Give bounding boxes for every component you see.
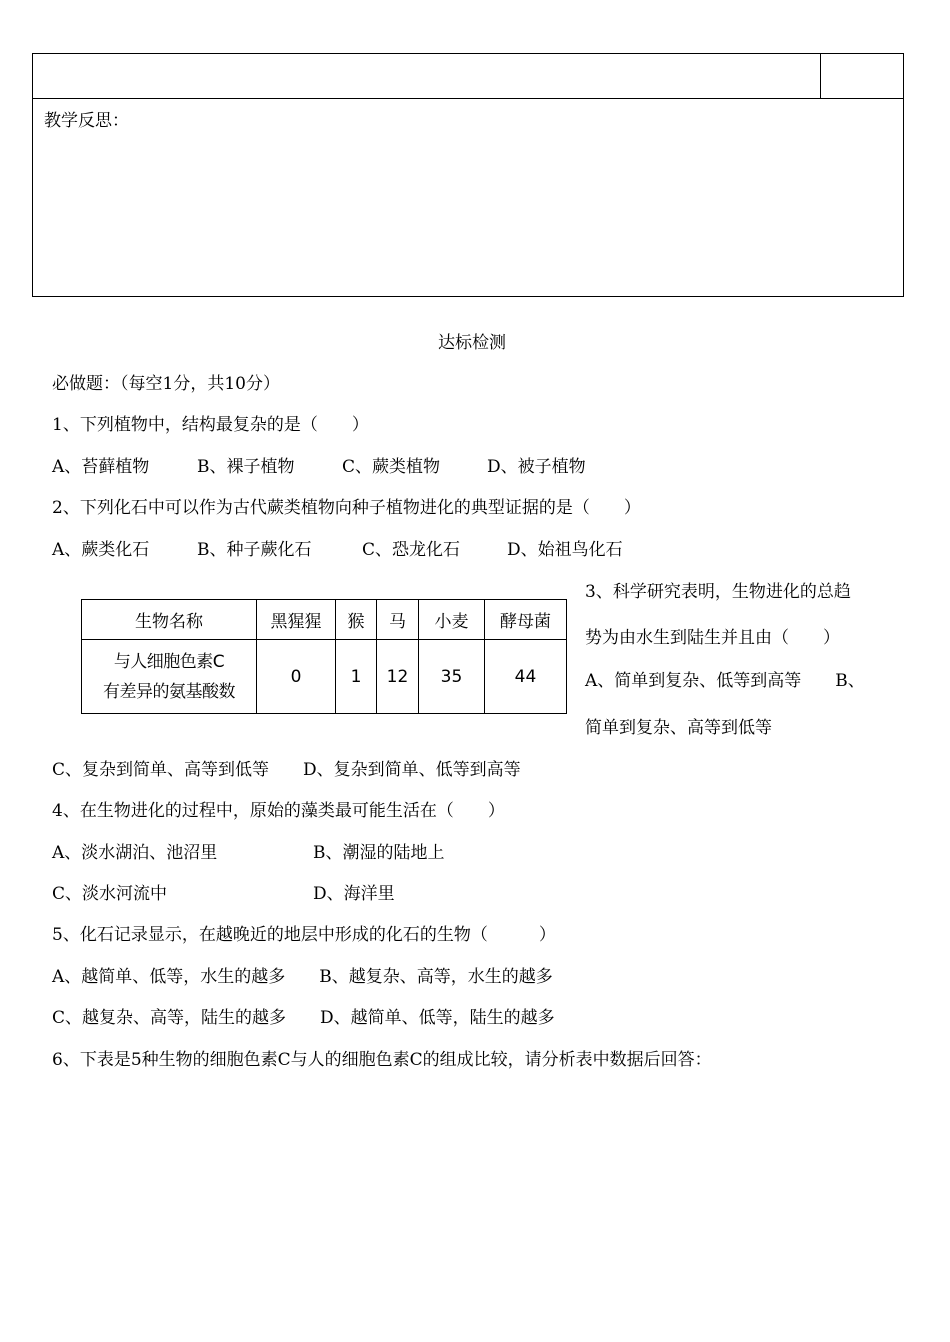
q5-options-cd: C、越复杂、高等，陆生的越多 D、越简单、低等，陆生的越多: [52, 1008, 555, 1028]
q5-stem: 5、化石记录显示，在越晚近的地层中形成的化石的生物（ ）: [52, 925, 556, 945]
q3-line-2: 势为由水生到陆生并且由（ ）: [585, 628, 840, 648]
q2-option-c: C、恐龙化石: [362, 540, 461, 560]
table-cell: 0: [257, 640, 336, 714]
table-header-cell: 小麦: [419, 600, 485, 640]
table-header-cell: 马: [377, 600, 419, 640]
cytochrome-table: [81, 599, 567, 714]
q4-option-d: D、海洋里: [313, 884, 395, 904]
table-row-label-line2: 有差异的氨基酸数: [103, 681, 235, 702]
table-cell: 1: [336, 640, 377, 714]
q3-line-4: 简单到复杂、高等到低等: [585, 718, 772, 738]
q4-stem: 4、在生物进化的过程中，原始的藻类最可能生活在（ ）: [52, 801, 505, 821]
q2-stem: 2、下列化石中可以作为古代蕨类植物向种子植物进化的典型证据的是（ ）: [52, 498, 641, 518]
q3-line-1: 3、科学研究表明，生物进化的总趋: [585, 582, 851, 602]
q3-line-5: C、复杂到简单、高等到低等 D、复杂到简单、低等到高等: [52, 760, 521, 780]
instruction-text: 必做题：（每空1分，共10分）: [52, 374, 280, 394]
table-cell: 12: [377, 640, 419, 714]
q6-stem: 6、下表是5种生物的细胞色素C与人的细胞色素C的组成比较，请分析表中数据后回答：: [52, 1050, 712, 1070]
table-row: [82, 640, 567, 714]
table-row-label-line1: 与人细胞色素C: [113, 651, 225, 672]
reflection-header-divider: [820, 54, 821, 98]
q1-option-d: D、被子植物: [487, 457, 586, 477]
table-cell: 35: [419, 640, 485, 714]
q4-option-a: A、淡水湖泊、池沼里: [52, 843, 218, 863]
table-cell: 44: [485, 640, 567, 714]
q4-option-c: C、淡水河流中: [52, 884, 168, 904]
q2-option-d: D、始祖鸟化石: [507, 540, 623, 560]
q1-option-b: B、裸子植物: [197, 457, 295, 477]
reflection-box: [32, 53, 904, 297]
section-title: 达标检测: [438, 333, 506, 353]
table-row-label: [82, 640, 257, 714]
reflection-label: 教学反思：: [44, 111, 129, 131]
q5-options-ab: A、越简单、低等，水生的越多 B、越复杂、高等，水生的越多: [52, 967, 553, 987]
table-header-row: [82, 600, 567, 640]
table-header-cell: 酵母菌: [485, 600, 567, 640]
q2-option-b: B、种子蕨化石: [197, 540, 312, 560]
reflection-header-row: [33, 54, 903, 99]
q1-option-c: C、蕨类植物: [342, 457, 441, 477]
table-header-cell: 黑猩猩: [257, 600, 336, 640]
table-header-cell: 生物名称: [82, 600, 257, 640]
q1-stem: 1、下列植物中，结构最复杂的是（ ）: [52, 415, 369, 435]
q1-option-a: A、苔藓植物: [52, 457, 150, 477]
q2-option-a: A、蕨类化石: [52, 540, 150, 560]
q3-line-3: A、简单到复杂、低等到高等 B、: [585, 671, 865, 691]
q4-option-b: B、潮湿的陆地上: [313, 843, 445, 863]
table-header-cell: 猴: [336, 600, 377, 640]
